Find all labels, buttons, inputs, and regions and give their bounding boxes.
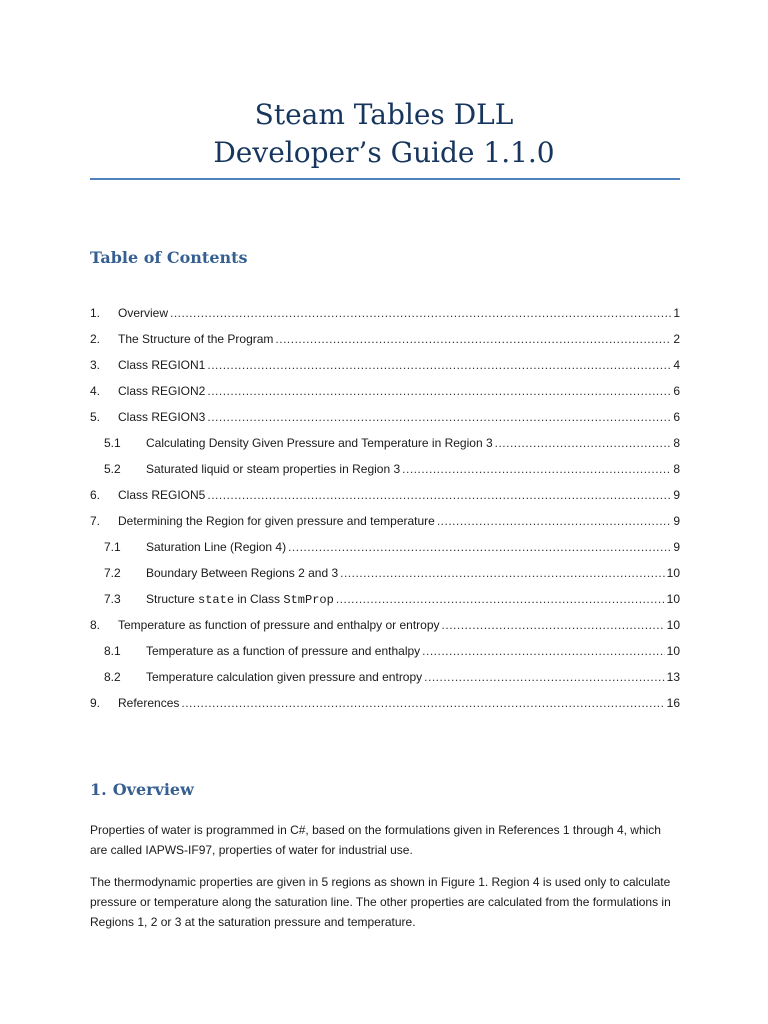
toc-number: 7.1 [104,540,121,554]
toc-label: References [118,696,180,710]
document-title [0,96,768,172]
toc-number: 5. [90,410,101,424]
toc-leader [424,668,664,686]
toc-page-number: 8 [673,436,680,450]
toc-entry-5-2[interactable] [90,460,680,478]
toc-number: 8. [90,618,101,632]
toc-leader [336,590,665,608]
toc-heading: Table of Contents [90,248,248,267]
toc-label: Saturated liquid or steam properties in Region 3 [146,462,401,476]
toc-page-number: 6 [673,410,680,424]
title-line-1: Steam Tables DLL [254,98,514,131]
toc-number: 1. [90,306,101,320]
section-title: Overview [112,780,194,799]
toc-label: Class REGION3 [118,410,206,424]
section-number: 1. [90,780,107,799]
toc-number: 7.3 [104,592,121,606]
toc-page-number: 16 [666,696,680,710]
toc-page-number: 10 [666,644,680,658]
toc-entry-8-2[interactable] [90,668,680,686]
toc-label: Class REGION5 [118,488,206,502]
toc-number: 8.2 [104,670,121,684]
toc-leader [288,538,671,556]
toc-number: 2. [90,332,101,346]
toc-leader [207,356,671,374]
toc-number: 7. [90,514,101,528]
toc-page-number: 10 [666,618,680,632]
toc-leader [207,382,671,400]
toc-label [146,590,334,609]
toc-number: 7.2 [104,566,121,580]
toc-label-code: state [198,593,235,607]
toc-entry-5-1[interactable] [90,434,680,452]
toc-number: 6. [90,488,101,502]
toc-label-part: Structure [146,592,199,606]
toc-label: Boundary Between Regions 2 and 3 [146,566,339,580]
toc-page-number: 10 [666,566,680,580]
toc-entry-7-3[interactable] [90,590,680,608]
toc-page-number: 8 [673,462,680,476]
toc-label: The Structure of the Program [118,332,274,346]
toc-number: 3. [90,358,101,372]
toc-label: Temperature calculation given pressure and entropy [146,670,423,684]
toc-page-number: 1 [673,306,680,320]
toc-number: 9. [90,696,101,710]
toc-entry-6[interactable] [90,486,680,504]
toc-label: Temperature as function of pressure and enthalpy or entropy [118,618,440,632]
toc-page-number: 9 [673,540,680,554]
toc-leader [437,512,671,530]
toc-entry-7-2[interactable] [90,564,680,582]
toc-page-number: 4 [673,358,680,372]
toc-label: Class REGION2 [118,384,206,398]
toc-leader [495,434,672,452]
toc-leader [442,616,665,634]
overview-paragraph-2: The thermodynamic properties are given in 5 regions as shown in Figure 1. Region 4 is used only to calculate pressure or temperature along the saturation line. The other properties are calculated from the formulations in Regions 1, 2 or 3 at the saturation pressure and temperature. [90,875,671,929]
toc-page-number: 10 [666,592,680,606]
toc-entry-4[interactable] [90,382,680,400]
toc-entry-7-1[interactable] [90,538,680,556]
toc-label: Determining the Region for given pressure and temperature [118,514,435,528]
toc-entry-1[interactable] [90,304,680,322]
toc-entry-2[interactable] [90,330,680,348]
toc-entry-3[interactable] [90,356,680,374]
toc-leader [340,564,665,582]
toc-label: Calculating Density Given Pressure and Temperature in Region 3 [146,436,493,450]
toc-entry-8-1[interactable] [90,642,680,660]
toc-leader [422,642,664,660]
toc-label-part: in Class [234,592,284,606]
toc-page-number: 2 [673,332,680,346]
toc-number: 4. [90,384,101,398]
toc-leader [181,694,664,712]
toc-page-number: 9 [673,514,680,528]
toc-leader [207,408,671,426]
toc-leader [402,460,671,478]
toc-leader [170,304,671,322]
toc-entry-9[interactable] [90,694,680,712]
toc-leader [207,486,671,504]
toc-entry-5[interactable] [90,408,680,426]
toc-entry-7[interactable] [90,512,680,530]
toc-number: 5.2 [104,462,121,476]
toc-page-number: 9 [673,488,680,502]
section-heading-overview [90,780,194,799]
toc-page-number: 6 [673,384,680,398]
title-underline [90,178,680,180]
toc-label: Class REGION1 [118,358,206,372]
title-line-2: Developer’s Guide 1.1.0 [213,136,555,169]
toc-label: Saturation Line (Region 4) [146,540,287,554]
overview-paragraph-1: Properties of water is programmed in C#, based on the formulations given in References 1 through 4, which are called IAPWS-IF97, properties of water for industrial use. [90,823,661,857]
toc-label: Temperature as a function of pressure and enthalpy [146,644,421,658]
toc-number: 5.1 [104,436,121,450]
toc-label: Overview [118,306,169,320]
toc-label-code: StmProp [283,593,334,607]
toc-entry-8[interactable] [90,616,680,634]
toc-page-number: 13 [666,670,680,684]
toc-number: 8.1 [104,644,121,658]
toc-leader [275,330,671,348]
